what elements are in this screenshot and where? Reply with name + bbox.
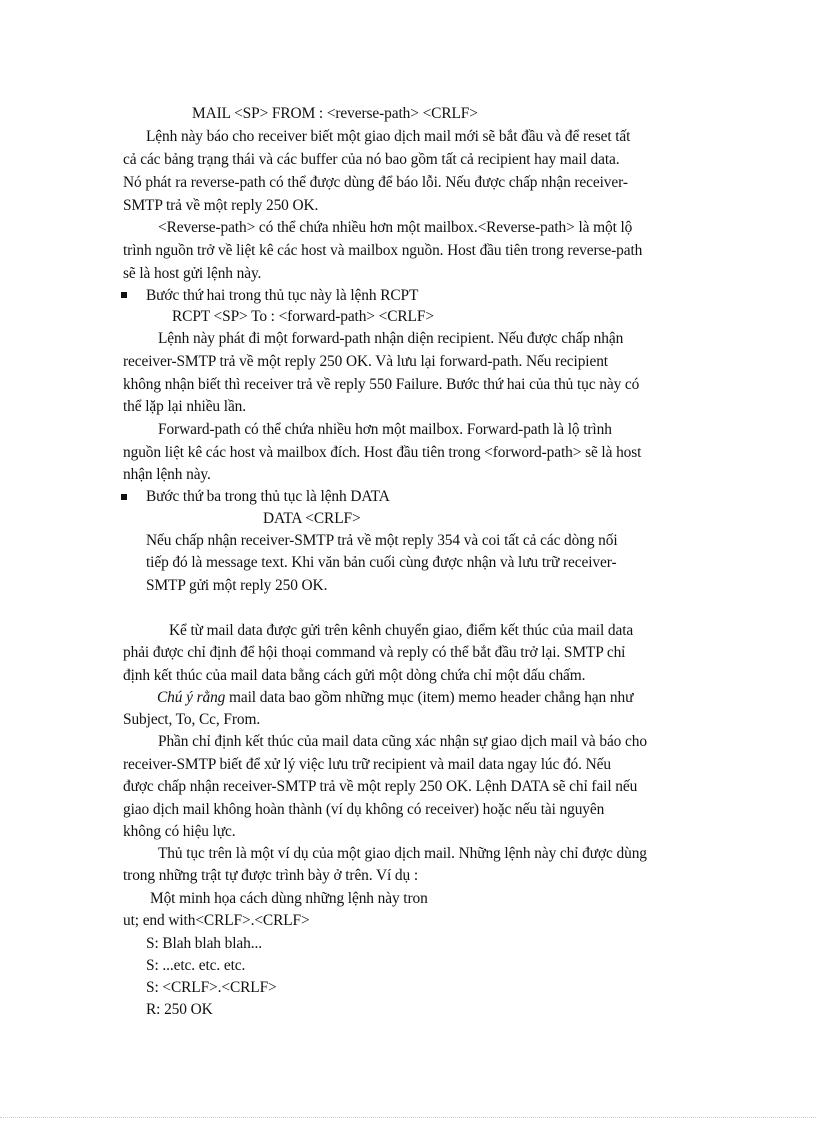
paragraph-line: SMTP trả về một reply 250 OK. — [123, 197, 319, 214]
paragraph-line: được chấp nhận receiver-SMTP trả về một reply 250 OK. Lệnh DATA sẽ chỉ fail nếu — [123, 778, 638, 795]
paragraph-line: Lệnh này báo cho receiver biết một giao dịch mail mới sẽ bắt đầu và để reset tất — [146, 128, 631, 145]
paragraph-line: Nếu chấp nhận receiver-SMTP trả về một reply 354 và coi tất cả các dòng nối — [146, 532, 618, 549]
paragraph-line: Lệnh này phát đi một forward-path nhận diện recipient. Nếu được chấp nhận — [158, 330, 624, 347]
bullet-item: Bước thứ ba trong thủ tục là lệnh DATA — [146, 488, 390, 505]
paragraph-line: trình nguồn trở về liệt kê các host và mailbox nguồn. Host đầu tiên trong reverse-path — [123, 242, 643, 259]
paragraph-line: trong những trật tự được trình bày ở trên. Ví dụ : — [123, 867, 419, 884]
example-line: ut; end with<CRLF>.<CRLF> — [123, 912, 310, 929]
paragraph-line: Forward-path có thể chứa nhiều hơn một mailbox. Forward-path là lộ trình — [158, 421, 612, 438]
paragraph-line: Kể từ mail data được gửi trên kênh chuyển giao, điểm kết thúc của mail data — [169, 622, 634, 639]
paragraph-line: Subject, To, Cc, From. — [123, 711, 261, 728]
paragraph-line: SMTP gửi một reply 250 OK. — [146, 577, 328, 594]
paragraph-line: receiver-SMTP trả về một reply 250 OK. Và lưu lại forward-path. Nếu recipient — [123, 353, 608, 370]
rcpt-command-syntax: RCPT <SP> To : <forward-path> <CRLF> — [172, 308, 434, 325]
data-command-syntax: DATA <CRLF> — [263, 510, 361, 527]
paragraph-line: sẽ là host gửi lệnh này. — [123, 265, 262, 282]
paragraph-line: <Reverse-path> có thể chứa nhiều hơn một mailbox.<Reverse-path> là một lộ — [158, 219, 633, 236]
paragraph-line: thể lặp lại nhiều lần. — [123, 398, 247, 415]
paragraph-line: nguồn liệt kê các host và mailbox đích. Host đầu tiên trong <forword-path> sẽ là host — [123, 444, 642, 461]
paragraph-line: Nó phát ra reverse-path có thể được dùng để báo lỗi. Nếu được chấp nhận receiver- — [123, 174, 628, 191]
paragraph-line: Thủ tục trên là một ví dụ của một giao dịch mail. Những lệnh này chỉ được dùng — [158, 845, 647, 862]
note-line — [157, 687, 633, 709]
page-bottom-edge — [0, 1117, 816, 1118]
note-text: mail data bao gồm những mục (item) memo header chẳng hạn như — [225, 689, 634, 706]
paragraph-line: phải được chỉ định để hội thoại command và reply có thể bắt đầu trở lại. SMTP chỉ — [123, 644, 626, 661]
bullet-icon — [121, 292, 127, 298]
paragraph-line: định kết thúc của mail data bằng cách gửi một dòng chứa chỉ một dấu chấm. — [123, 667, 586, 684]
paragraph-line: receiver-SMTP biết để xử lý việc lưu trữ recipient và mail data ngay lúc đó. Nếu — [123, 756, 611, 773]
bullet-icon — [121, 494, 127, 500]
bullet-item: Bước thứ hai trong thủ tục này là lệnh RCPT — [146, 287, 419, 304]
paragraph-line: nhận lệnh này. — [123, 466, 211, 483]
note-emphasis: Chú ý rằng — [157, 689, 226, 706]
example-intro: Một minh họa cách dùng những lệnh này tron — [150, 890, 428, 907]
example-line: S: Blah blah blah... — [146, 935, 262, 952]
paragraph-line: không nhận biết thì receiver trả về reply 550 Failure. Bước thứ hai của thủ tục này có — [123, 376, 640, 393]
paragraph-line: giao dịch mail không hoàn thành (ví dụ không có receiver) hoặc nếu tài nguyên — [123, 801, 605, 818]
mail-command-syntax: MAIL <SP> FROM : <reverse-path> <CRLF> — [192, 105, 478, 122]
example-line: S: <CRLF>.<CRLF> — [146, 979, 277, 996]
paragraph-line: Phần chỉ định kết thúc của mail data cũng xác nhận sự giao dịch mail và báo cho — [158, 733, 647, 750]
paragraph-line: cả các bảng trạng thái và các buffer của nó bao gồm tất cả recipient hay mail data. — [123, 151, 620, 168]
paragraph-line: tiếp đó là message text. Khi văn bản cuối cùng được nhận và lưu trữ receiver- — [146, 554, 617, 571]
example-line: R: 250 OK — [146, 1001, 213, 1018]
example-line: S: ...etc. etc. etc. — [146, 957, 246, 974]
paragraph-line: không có hiệu lực. — [123, 823, 236, 840]
